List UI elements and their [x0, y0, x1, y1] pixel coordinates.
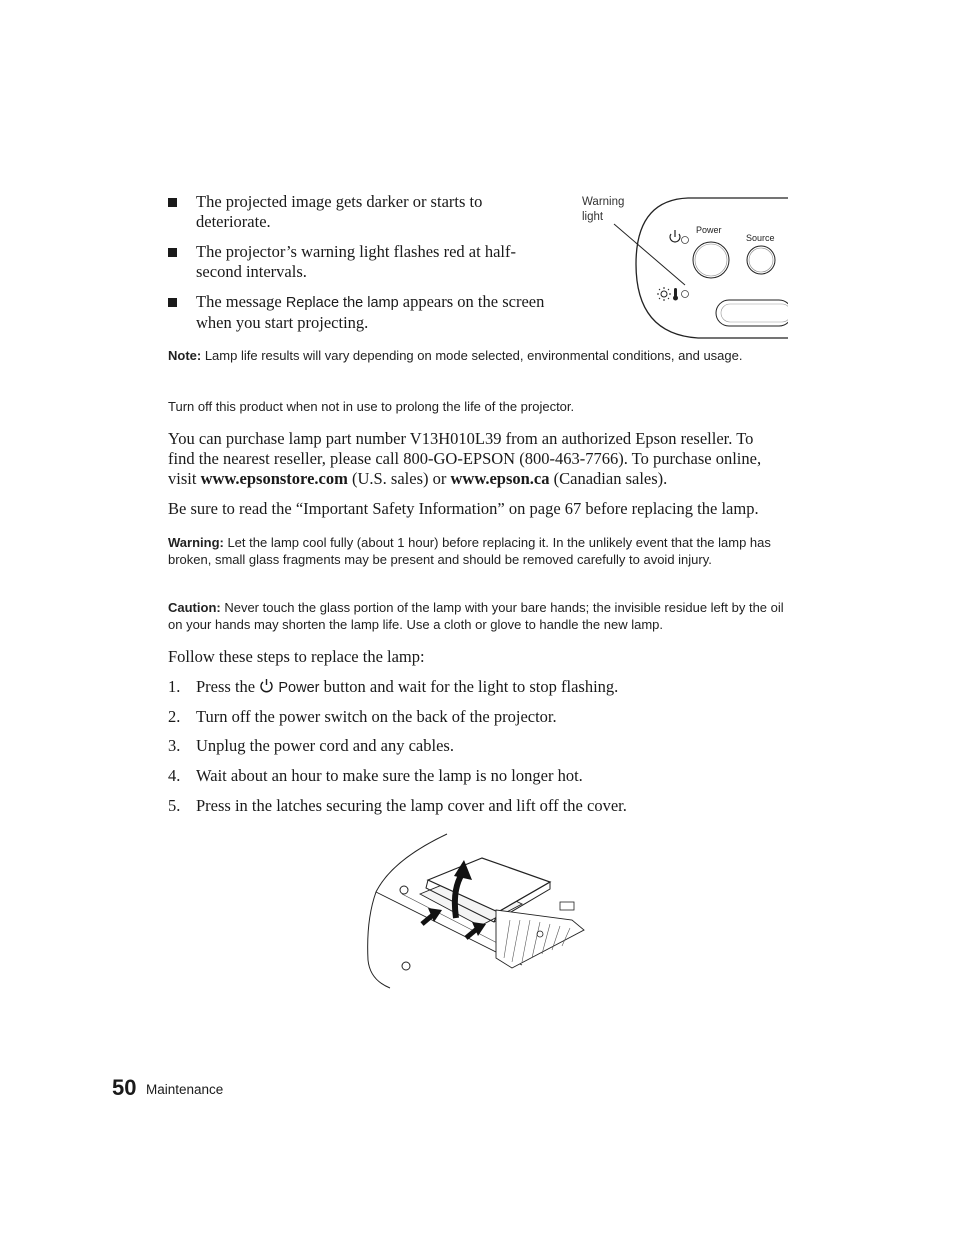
note-label: Note: — [168, 348, 202, 363]
section-name: Maintenance — [146, 1082, 224, 1097]
source-label: Source — [746, 233, 775, 243]
lamp-cover-figure — [362, 830, 592, 990]
step-number: 5. — [168, 796, 181, 815]
bullet-text: The projected image gets darker or starts to deteriorate. — [196, 192, 483, 231]
control-panel-illustration — [578, 192, 788, 342]
step-text: Turn off the power switch on the back of the projector. — [196, 707, 557, 726]
epson-ca-link[interactable]: www.epson.ca — [450, 469, 550, 488]
warning-text: Let the lamp cool fully (about 1 hour) before replacing it. In the unlikely event that the lamp has broken, small glass fragments may be present and should be removed carefully to avoid injury. — [168, 535, 771, 567]
bullet-square — [168, 198, 177, 207]
steps-intro: Follow these steps to replace the lamp: — [168, 647, 425, 666]
step-number: 4. — [168, 766, 181, 785]
warning-label: Warning: — [168, 535, 224, 550]
power-icon — [670, 230, 680, 242]
lamp-cover-illustration — [362, 830, 592, 990]
control-panel-figure — [578, 192, 788, 342]
tip-text: Turn off this product when not in use to prolong the life of the projector. — [168, 399, 575, 414]
power-label: Power — [696, 225, 722, 235]
warning-note — [168, 534, 783, 568]
power-icon — [259, 678, 274, 693]
note — [168, 347, 783, 364]
caution-label: Caution: — [168, 600, 221, 615]
purchase-paragraph: You can purchase lamp part number V13H010L39 from an authorized Epson reseller. To find the nearest reseller, please call 800-GO-EPSON (800-463-7766). To purchase online, visit www.epsonstore.com (U.S. sales) or www.epson.ca (Canadian sales). — [168, 429, 762, 488]
step-number: 2. — [168, 707, 181, 726]
temperature-icon — [673, 288, 678, 301]
bullet-text: The message Replace the lamp appears on the screen when you start projecting. — [196, 292, 545, 332]
step-text: Press the Power button and wait for the light to stop flashing. — [196, 677, 619, 696]
note-text: Lamp life results will vary depending on mode selected, environmental conditions, and usage. — [201, 348, 743, 363]
step-text: Press in the latches securing the lamp cover and lift off the cover. — [196, 796, 627, 815]
power-button-label: Power — [278, 680, 320, 696]
warning-light-label-line1: Warning — [582, 196, 625, 208]
caution-note — [168, 599, 784, 633]
epsonstore-link[interactable]: www.epsonstore.com — [200, 469, 348, 488]
bullet-square — [168, 298, 177, 307]
warning-light-label-line2: light — [582, 211, 604, 223]
step-number: 1. — [168, 677, 181, 696]
step-text: Unplug the power cord and any cables. — [196, 736, 454, 755]
page-number: 50 — [112, 1075, 137, 1100]
step-number: 3. — [168, 736, 181, 755]
caution-text: Never touch the glass portion of the lamp with your bare hands; the invisible residue left by the oil on your hands may shorten the lamp life. Use a cloth or glove to handle the new lamp. — [168, 600, 784, 632]
bullet-square — [168, 248, 177, 257]
safety-paragraph: Be sure to read the “Important Safety Information” on page 67 before replacing the lamp. — [168, 499, 759, 518]
lamp-icon — [657, 287, 671, 301]
bullet-text: The projector’s warning light flashes red at half-second intervals. — [196, 242, 516, 281]
message-text: Replace the lamp — [285, 295, 399, 311]
step-text: Wait about an hour to make sure the lamp is no longer hot. — [196, 766, 583, 785]
